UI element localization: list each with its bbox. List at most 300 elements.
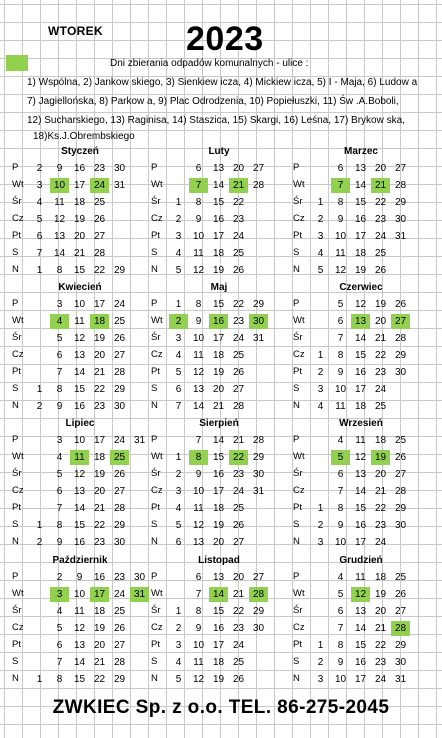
weekday-row xyxy=(10,194,150,211)
date-cell: 9 xyxy=(337,657,344,668)
date-cell: 15 xyxy=(212,452,225,463)
pickup-date: 21 xyxy=(229,178,248,193)
weekday-row xyxy=(291,194,431,211)
date-cell: 8 xyxy=(337,350,344,361)
weekday-row xyxy=(291,637,431,654)
weekday-row xyxy=(291,262,431,279)
date-cell: 3 xyxy=(317,674,324,685)
date-cell: 10 xyxy=(73,435,86,446)
weekday-row xyxy=(10,500,150,517)
date-cell: 13 xyxy=(73,640,86,651)
date-cell: 3 xyxy=(175,333,182,344)
date-cell: 22 xyxy=(232,197,245,208)
date-cell: 17 xyxy=(212,640,225,651)
date-cell: 17 xyxy=(212,231,225,242)
date-cell: 21 xyxy=(73,248,86,259)
date-cell: 9 xyxy=(195,623,202,634)
date-cell: 20 xyxy=(212,537,225,548)
weekday-row xyxy=(149,313,289,330)
month-block xyxy=(291,555,431,691)
pickup-date: 13 xyxy=(351,314,370,329)
date-cell: 28 xyxy=(113,367,126,378)
weekday-row xyxy=(149,364,289,381)
date-cell: 10 xyxy=(334,537,347,548)
weekday-row xyxy=(149,296,289,313)
date-cell: 2 xyxy=(317,367,324,378)
weekday-row xyxy=(291,211,431,228)
date-cell: 2 xyxy=(36,163,43,174)
date-cell: 15 xyxy=(212,299,225,310)
weekday-label: Śr xyxy=(12,332,22,343)
date-cell: 4 xyxy=(175,350,182,361)
date-cell: 5 xyxy=(337,299,344,310)
date-cell: 26 xyxy=(113,333,126,344)
weekday-label: Pt xyxy=(12,230,21,241)
date-cell: 15 xyxy=(73,265,86,276)
date-cell: 29 xyxy=(113,674,126,685)
date-cell: 11 xyxy=(74,606,85,617)
weekday-label: Wt xyxy=(293,179,305,190)
date-cell: 6 xyxy=(56,486,63,497)
date-cell: 20 xyxy=(93,640,106,651)
date-cell: 4 xyxy=(317,401,324,412)
weekday-row xyxy=(10,637,150,654)
date-cell: 6 xyxy=(195,163,202,174)
weekday-row xyxy=(10,381,150,398)
date-cell: 29 xyxy=(252,299,265,310)
date-cell: 24 xyxy=(374,384,387,395)
weekday-label: Cz xyxy=(151,213,163,224)
date-cell: 20 xyxy=(232,163,245,174)
date-cell: 15 xyxy=(73,674,86,685)
weekday-row xyxy=(149,245,289,262)
date-cell: 3 xyxy=(56,435,63,446)
pickup-date: 22 xyxy=(229,450,248,465)
date-cell: 2 xyxy=(56,572,63,583)
date-cell: 18 xyxy=(212,503,225,514)
date-cell: 27 xyxy=(252,163,265,174)
weekday-label: Cz xyxy=(293,349,305,360)
date-cell: 18 xyxy=(93,452,106,463)
pickup-date: 14 xyxy=(209,587,228,602)
weekday-label: Pt xyxy=(12,366,21,377)
date-cell: 18 xyxy=(374,572,387,583)
weekday-label: Pt xyxy=(151,366,160,377)
weekday-label: Śr xyxy=(12,196,22,207)
date-cell: 27 xyxy=(113,350,126,361)
date-cell: 14 xyxy=(212,180,225,191)
date-cell: 26 xyxy=(232,265,245,276)
date-cell: 20 xyxy=(73,231,86,242)
date-cell: 26 xyxy=(113,469,126,480)
date-cell: 7 xyxy=(56,503,63,514)
date-cell: 14 xyxy=(192,401,205,412)
date-cell: 17 xyxy=(354,674,367,685)
date-cell: 22 xyxy=(93,265,106,276)
year-title: 2023 xyxy=(186,20,264,58)
date-cell: 8 xyxy=(337,197,344,208)
weekday-row xyxy=(149,211,289,228)
weekday-label: Pt xyxy=(12,502,21,513)
date-cell: 18 xyxy=(212,248,225,259)
date-cell: 5 xyxy=(56,333,63,344)
date-cell: 26 xyxy=(113,623,126,634)
date-cell: 10 xyxy=(192,486,205,497)
date-cell: 6 xyxy=(36,231,43,242)
date-cell: 9 xyxy=(56,163,63,174)
weekday-row xyxy=(149,654,289,671)
date-cell: 5 xyxy=(175,367,182,378)
date-cell: 27 xyxy=(252,572,265,583)
month-name: Październik xyxy=(52,555,108,566)
date-cell: 13 xyxy=(73,350,86,361)
weekday-label: Cz xyxy=(12,213,24,224)
weekday-row xyxy=(291,347,431,364)
date-cell: 4 xyxy=(175,248,182,259)
date-cell: 21 xyxy=(232,589,245,600)
date-cell: 8 xyxy=(56,265,63,276)
date-cell: 31 xyxy=(133,435,146,446)
date-cell: 27 xyxy=(394,469,407,480)
date-cell: 24 xyxy=(374,231,387,242)
date-cell: 11 xyxy=(355,435,366,446)
date-cell: 31 xyxy=(252,486,265,497)
date-cell: 13 xyxy=(212,572,225,583)
date-cell: 10 xyxy=(192,231,205,242)
weekday-row xyxy=(291,381,431,398)
date-cell: 11 xyxy=(335,401,346,412)
weekday-label: N xyxy=(151,673,158,684)
date-cell: 28 xyxy=(113,503,126,514)
date-cell: 20 xyxy=(232,572,245,583)
date-cell: 12 xyxy=(192,367,205,378)
date-cell: 2 xyxy=(36,401,43,412)
weekday-label: S xyxy=(151,519,158,530)
weekday-label: Śr xyxy=(151,468,161,479)
date-cell: 2 xyxy=(317,520,324,531)
date-cell: 5 xyxy=(56,623,63,634)
weekday-row xyxy=(149,177,289,194)
date-cell: 2 xyxy=(36,537,43,548)
pickup-date: 7 xyxy=(331,178,350,193)
weekday-label: P xyxy=(151,571,158,582)
date-cell: 7 xyxy=(56,367,63,378)
weekday-row xyxy=(149,517,289,534)
date-cell: 29 xyxy=(394,640,407,651)
month-name: Sierpień xyxy=(199,418,239,429)
date-cell: 26 xyxy=(394,589,407,600)
date-cell: 6 xyxy=(175,384,182,395)
weekday-label: Cz xyxy=(293,213,305,224)
weekday-row xyxy=(149,671,289,688)
weekday-label: Wt xyxy=(151,315,163,326)
weekday-row xyxy=(10,262,150,279)
date-cell: 19 xyxy=(73,214,86,225)
date-cell: 24 xyxy=(232,640,245,651)
date-cell: 14 xyxy=(73,503,86,514)
date-cell: 9 xyxy=(56,401,63,412)
date-cell: 12 xyxy=(53,214,66,225)
weekday-label: Cz xyxy=(12,485,24,496)
date-cell: 4 xyxy=(175,503,182,514)
date-cell: 25 xyxy=(113,606,126,617)
date-cell: 26 xyxy=(394,299,407,310)
date-cell: 9 xyxy=(195,214,202,225)
weekday-label: Śr xyxy=(293,605,303,616)
date-cell: 28 xyxy=(93,248,106,259)
date-cell: 22 xyxy=(374,197,387,208)
weekday-row xyxy=(291,449,431,466)
date-cell: 29 xyxy=(113,520,126,531)
weekday-row xyxy=(149,637,289,654)
pickup-date: 18 xyxy=(90,314,109,329)
date-cell: 10 xyxy=(73,589,86,600)
weekday-row xyxy=(291,160,431,177)
pickup-date: 11 xyxy=(70,450,89,465)
weekday-label: N xyxy=(12,400,19,411)
weekday-row xyxy=(291,228,431,245)
weekday-row xyxy=(149,603,289,620)
weekday-row xyxy=(10,449,150,466)
pickup-date: 31 xyxy=(130,587,149,602)
weekday-label: S xyxy=(293,247,300,258)
date-cell: 28 xyxy=(252,435,265,446)
date-cell: 19 xyxy=(354,265,367,276)
date-cell: 15 xyxy=(73,520,86,531)
date-cell: 15 xyxy=(354,350,367,361)
month-name: Maj xyxy=(210,282,228,293)
date-cell: 23 xyxy=(93,401,106,412)
day-title: WTOREK xyxy=(48,24,103,38)
weekday-label: Cz xyxy=(12,622,24,633)
date-cell: 19 xyxy=(93,469,106,480)
date-cell: 28 xyxy=(394,486,407,497)
date-cell: 15 xyxy=(212,197,225,208)
date-cell: 1 xyxy=(317,197,324,208)
date-cell: 31 xyxy=(394,674,407,685)
date-cell: 25 xyxy=(374,248,387,259)
month-block xyxy=(10,555,150,691)
date-cell: 20 xyxy=(93,350,106,361)
weekday-row xyxy=(149,160,289,177)
date-cell: 20 xyxy=(374,606,387,617)
weekday-label: S xyxy=(12,519,19,530)
date-cell: 21 xyxy=(212,401,225,412)
date-cell: 17 xyxy=(212,486,225,497)
street-line: 18)Ks.J.Obrembskiego xyxy=(33,131,135,142)
weekday-row xyxy=(291,177,431,194)
date-cell: 17 xyxy=(354,537,367,548)
date-cell: 4 xyxy=(317,248,324,259)
date-cell: 2 xyxy=(175,469,182,480)
date-cell: 12 xyxy=(73,469,86,480)
date-cell: 18 xyxy=(212,657,225,668)
weekday-row xyxy=(149,586,289,603)
date-cell: 17 xyxy=(93,435,106,446)
date-cell: 21 xyxy=(374,623,387,634)
date-cell: 21 xyxy=(93,503,106,514)
date-cell: 6 xyxy=(337,606,344,617)
date-cell: 11 xyxy=(193,657,204,668)
date-cell: 21 xyxy=(93,367,106,378)
pickup-date: 10 xyxy=(50,178,69,193)
date-cell: 5 xyxy=(56,469,63,480)
date-cell: 20 xyxy=(374,316,387,327)
date-cell: 28 xyxy=(394,333,407,344)
weekday-row xyxy=(10,620,150,637)
date-cell: 3 xyxy=(317,537,324,548)
date-cell: 28 xyxy=(394,180,407,191)
street-line: 7) Jagiellońska, 8) Parkow a, 9) Plac Odrodzenia, 10) Popiełuszki, 11) Św .A.Boboli, xyxy=(27,96,399,107)
date-cell: 8 xyxy=(195,606,202,617)
weekday-row xyxy=(291,603,431,620)
date-cell: 31 xyxy=(113,180,126,191)
date-cell: 8 xyxy=(56,384,63,395)
weekday-label: S xyxy=(151,383,158,394)
date-cell: 4 xyxy=(337,435,344,446)
date-cell: 7 xyxy=(195,435,202,446)
date-cell: 19 xyxy=(212,674,225,685)
date-cell: 10 xyxy=(334,231,347,242)
weekday-row xyxy=(291,483,431,500)
weekday-row xyxy=(10,483,150,500)
date-cell: 5 xyxy=(337,589,344,600)
date-cell: 18 xyxy=(212,350,225,361)
date-cell: 27 xyxy=(394,163,407,174)
weekday-row xyxy=(291,500,431,517)
date-cell: 30 xyxy=(394,214,407,225)
date-cell: 25 xyxy=(232,503,245,514)
date-cell: 18 xyxy=(374,435,387,446)
pickup-date: 12 xyxy=(351,587,370,602)
date-cell: 29 xyxy=(113,384,126,395)
weekday-label: Cz xyxy=(151,622,163,633)
date-cell: 2 xyxy=(175,623,182,634)
date-cell: 8 xyxy=(56,520,63,531)
pickup-date: 8 xyxy=(189,450,208,465)
date-cell: 24 xyxy=(232,333,245,344)
pickup-date: 3 xyxy=(50,587,69,602)
pickup-date: 2 xyxy=(169,314,188,329)
date-cell: 11 xyxy=(335,248,346,259)
month-name: Grudzień xyxy=(339,555,383,566)
pickup-date: 30 xyxy=(249,314,268,329)
date-cell: 25 xyxy=(394,572,407,583)
date-cell: 5 xyxy=(175,674,182,685)
weekday-row xyxy=(149,330,289,347)
date-cell: 3 xyxy=(56,299,63,310)
weekday-label: Wt xyxy=(12,588,24,599)
date-cell: 16 xyxy=(354,657,367,668)
weekday-row xyxy=(291,620,431,637)
date-cell: 22 xyxy=(374,640,387,651)
weekday-row xyxy=(149,381,289,398)
weekday-row xyxy=(291,245,431,262)
weekday-row xyxy=(10,603,150,620)
date-cell: 27 xyxy=(394,606,407,617)
month-name: Styczeń xyxy=(61,146,99,157)
date-cell: 8 xyxy=(195,299,202,310)
date-cell: 7 xyxy=(337,333,344,344)
date-cell: 9 xyxy=(337,520,344,531)
date-cell: 9 xyxy=(195,469,202,480)
weekday-row xyxy=(149,228,289,245)
pickup-date: 28 xyxy=(249,587,268,602)
date-cell: 7 xyxy=(195,589,202,600)
weekday-row xyxy=(149,194,289,211)
weekday-row xyxy=(10,330,150,347)
date-cell: 24 xyxy=(113,299,126,310)
weekday-row xyxy=(291,432,431,449)
weekday-row xyxy=(10,313,150,330)
month-name: Kwiecień xyxy=(58,282,102,293)
weekday-label: Pt xyxy=(293,366,302,377)
weekday-row xyxy=(291,330,431,347)
date-cell: 3 xyxy=(317,384,324,395)
street-line: 12) Sucharskiego, 13) Raginisa, 14) Staszica, 15) Skargi, 16) Leśna, 17) Brykow ska, xyxy=(27,115,405,126)
date-cell: 19 xyxy=(374,589,387,600)
date-cell: 30 xyxy=(394,520,407,531)
date-cell: 7 xyxy=(175,401,182,412)
weekday-row xyxy=(291,466,431,483)
date-cell: 21 xyxy=(93,657,106,668)
month-block xyxy=(149,282,289,418)
date-cell: 28 xyxy=(252,180,265,191)
weekday-label: N xyxy=(151,264,158,275)
date-cell: 30 xyxy=(252,623,265,634)
date-cell: 26 xyxy=(232,367,245,378)
date-cell: 9 xyxy=(337,214,344,225)
date-cell: 5 xyxy=(175,520,182,531)
date-cell: 23 xyxy=(232,623,245,634)
date-cell: 23 xyxy=(374,367,387,378)
weekday-label: Śr xyxy=(293,468,303,479)
date-cell: 3 xyxy=(175,231,182,242)
weekday-row xyxy=(149,398,289,415)
weekday-label: S xyxy=(12,656,19,667)
month-block xyxy=(10,146,150,282)
date-cell: 11 xyxy=(74,316,85,327)
date-cell: 9 xyxy=(337,367,344,378)
weekday-label: P xyxy=(12,571,19,582)
weekday-label: Pt xyxy=(293,639,302,650)
pickup-date: 27 xyxy=(391,314,410,329)
weekday-label: N xyxy=(151,536,158,547)
date-cell: 6 xyxy=(337,469,344,480)
month-name: Lipiec xyxy=(65,418,95,429)
weekday-label: Śr xyxy=(12,605,22,616)
weekday-label: Pt xyxy=(151,639,160,650)
date-cell: 26 xyxy=(232,674,245,685)
date-cell: 23 xyxy=(232,316,245,327)
weekday-label: Wt xyxy=(12,315,24,326)
weekday-label: P xyxy=(293,571,300,582)
date-cell: 13 xyxy=(212,163,225,174)
weekday-label: Wt xyxy=(293,451,305,462)
date-cell: 31 xyxy=(394,231,407,242)
weekday-label: N xyxy=(12,673,19,684)
weekday-label: Wt xyxy=(293,315,305,326)
weekday-label: Pt xyxy=(12,639,21,650)
weekday-label: Wt xyxy=(12,179,24,190)
date-cell: 30 xyxy=(113,163,126,174)
date-cell: 15 xyxy=(212,606,225,617)
date-cell: 22 xyxy=(232,606,245,617)
weekday-label: Cz xyxy=(293,485,305,496)
date-cell: 21 xyxy=(374,486,387,497)
date-cell: 12 xyxy=(354,299,367,310)
date-cell: 4 xyxy=(56,606,63,617)
